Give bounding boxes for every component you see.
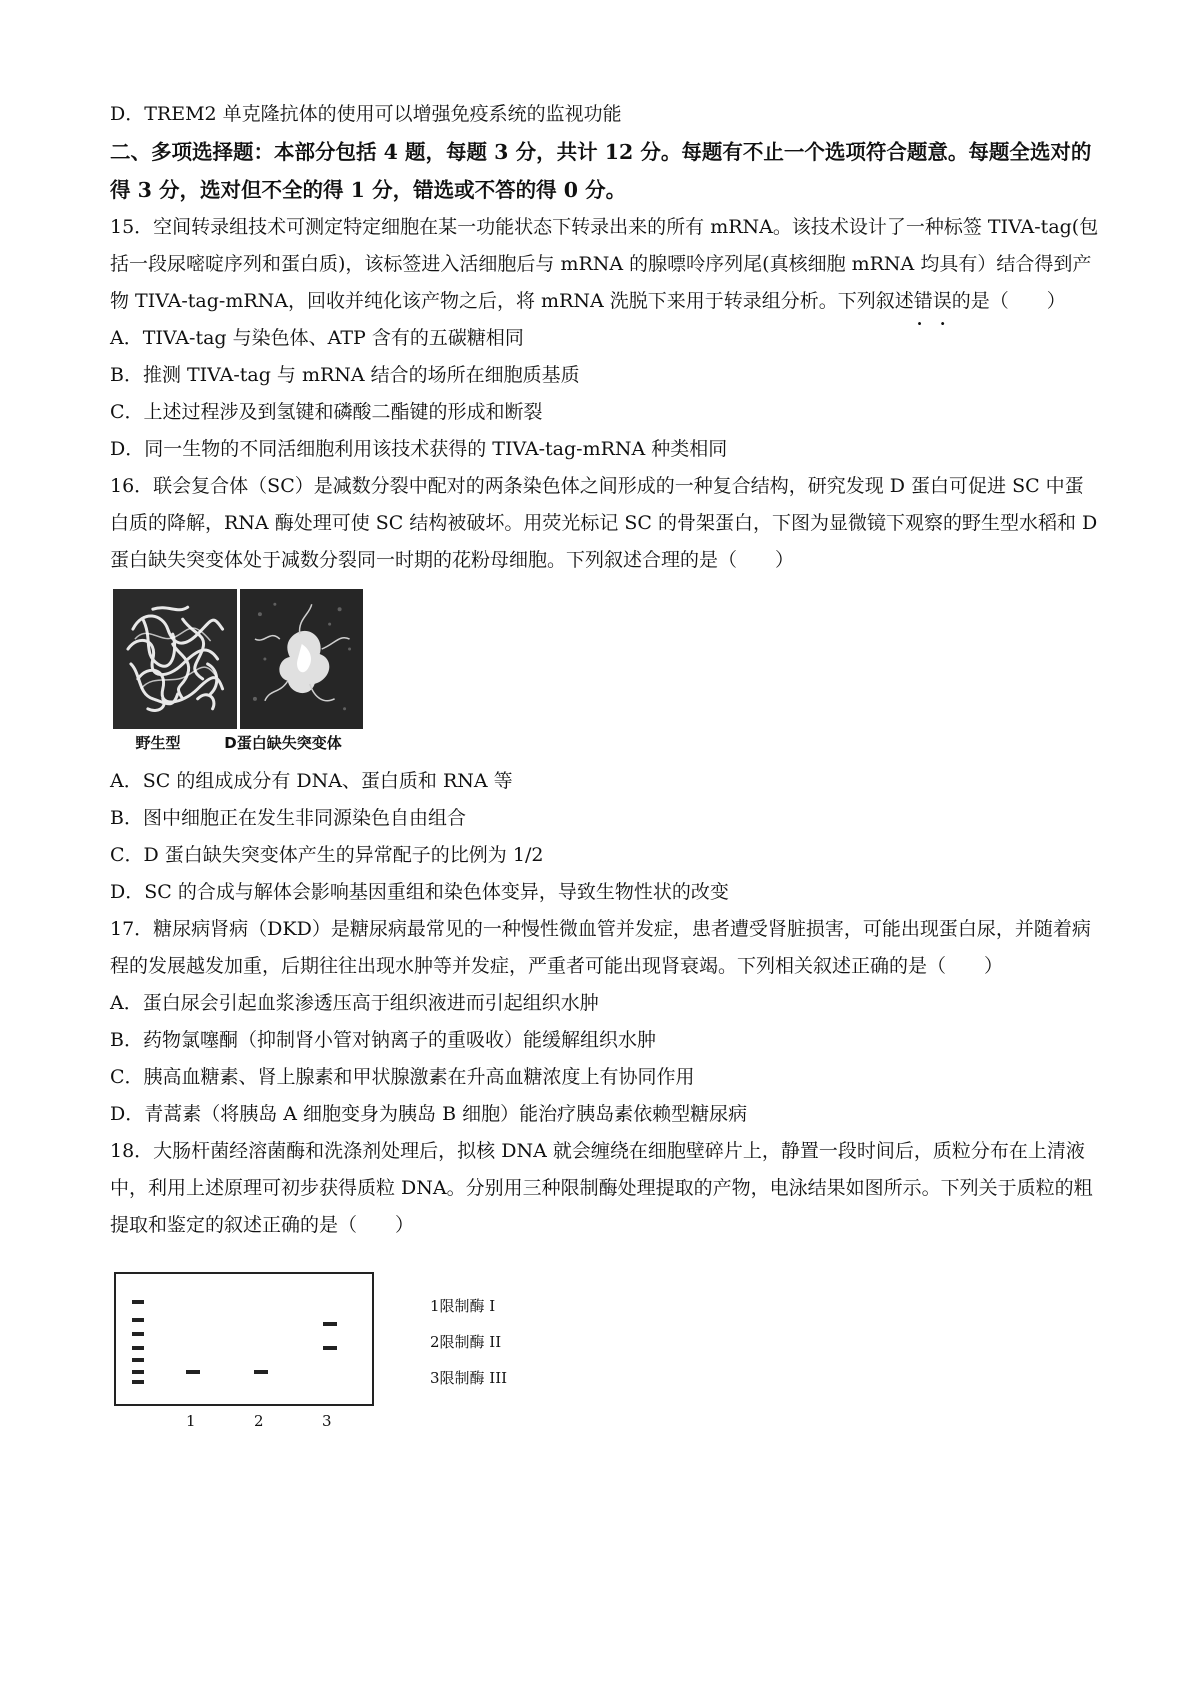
question-17-stem: 17．糖尿病肾病（DKD）是糖尿病最常见的一种慢性微血管并发症，患者遭受肾脏损害，可能出现蛋白尿，并随着病程的发展越发加重，后期往往出现水肿等并发症，严重者可能出现肾衰竭。下列相关叙述正确的是（ ） (110, 918, 1091, 977)
q16-option-a: A．SC 的组成成分有 DNA、蛋白质和 RNA 等 (110, 770, 513, 792)
wild-type-micrograph-image (113, 589, 237, 729)
prev-question-option-d: D．TREM2 单克隆抗体的使用可以增强免疫系统的监视功能 (110, 103, 622, 125)
mutant-micrograph-image (240, 589, 364, 729)
ladder-band (132, 1300, 144, 1304)
legend-enzyme-1: 1限制酶 I (430, 1297, 496, 1315)
lane-number-3: 3 (322, 1412, 332, 1430)
ladder-band (132, 1318, 144, 1322)
gel-box (114, 1272, 374, 1406)
q17-option-d: D．青蒿素（将胰岛 A 细胞变身为胰岛 B 细胞）能治疗胰岛素依赖型糖尿病 (110, 1103, 748, 1125)
mutant-label: D蛋白缺失突变体 (224, 734, 342, 752)
q16-option-c: C．D 蛋白缺失突变体产生的异常配子的比例为 1/2 (110, 844, 544, 866)
q15-option-a: A．TIVA-tag 与染色体、ATP 含有的五碳糖相同 (110, 327, 524, 349)
section-heading: 二、多项选择题：本部分包括 4 题，每题 3 分，共计 12 分。每题有不止一个选项符合题意。每题全选对的得 3 分，选对但不全的得 1 分，错选或不答的得 0 分。 (110, 140, 1092, 202)
lane-3-band-upper (323, 1322, 337, 1326)
wild-type-micrograph (113, 589, 237, 729)
q15-emphasized-word: 错误 · · (914, 290, 952, 312)
lane-2-band (254, 1370, 268, 1374)
q17-option-c: C．胰高血糖素、肾上腺素和甲状腺激素在升高血糖浓度上有协同作用 (110, 1066, 695, 1088)
lane-number-2: 2 (254, 1412, 264, 1430)
legend-enzyme-2: 2限制酶 II (430, 1333, 502, 1351)
lane-3-band-lower (323, 1346, 337, 1350)
gel-electrophoresis-figure (110, 1260, 1100, 1430)
exam-page (110, 96, 1100, 1430)
ladder-band (132, 1358, 144, 1362)
lane-number-1: 1 (186, 1412, 196, 1430)
ladder-band (132, 1370, 144, 1374)
q15-option-c: C．上述过程涉及到氢键和磷酸二酯键的形成和断裂 (110, 401, 543, 423)
mutant-micrograph (240, 589, 364, 729)
q15-option-b: B．推测 TIVA-tag 与 mRNA 结合的场所在细胞质基质 (110, 364, 580, 386)
ladder-band (132, 1380, 144, 1384)
q15-option-d: D．同一生物的不同活细胞利用该技术获得的 TIVA-tag-mRNA 种类相同 (110, 438, 728, 460)
question-18-stem: 18．大肠杆菌经溶菌酶和洗涤剂处理后，拟核 DNA 就会缠绕在细胞壁碎片上，静置一段时间后，质粒分布在上清液中，利用上述原理可初步获得质粒 DNA。分别用三种限制酶处理提取的产物，电泳结果如图所示。下列关于质粒的粗提取和鉴定的叙述正确的是（ ） (110, 1140, 1093, 1236)
ladder-band (132, 1346, 144, 1350)
micrograph-figure (113, 589, 363, 757)
question-15-stem (110, 209, 1100, 320)
legend-enzyme-3: 3限制酶 III (430, 1369, 508, 1387)
gel-legend (430, 1288, 507, 1396)
q15-stem-part1: 15．空间转录组技术可测定特定细胞在某一功能状态下转录出来的所有 mRNA。该技术设计了一种标签 TIVA-tag(包括一段尿嘧啶序列和蛋白质)，该标签进入活细胞后与 mRNA 的腺嘌呤序列尾(真核细胞 mRNA 均具有）结合得到产物 TIVA-tag-mRNA，回收并纯化该产物之后，将 mRNA 洗脱下来用于转录组分析。下列叙述 (110, 216, 1099, 312)
q16-option-d: D．SC 的合成与解体会影响基因重组和染色体变异，导致生物性状的改变 (110, 881, 729, 903)
wild-type-label: 野生型 (135, 734, 181, 752)
q17-option-a: A．蛋白尿会引起血浆渗透压高于组织液进而引起组织水肿 (110, 992, 599, 1014)
question-16-stem: 16．联会复合体（SC）是减数分裂中配对的两条染色体之间形成的一种复合结构，研究发现 D 蛋白可促进 SC 中蛋白质的降解，RNA 酶处理可使 SC 结构被破坏。用荧光标记 SC 的骨架蛋白，下图为显微镜下观察的野生型水稻和 D 蛋白缺失突变体处于减数分裂同一时期的花粉母细胞。下列叙述合理的是（ ） (110, 475, 1098, 571)
ladder-band (132, 1332, 144, 1336)
q15-stem-part2: 的是（ ） (951, 290, 1066, 312)
q17-option-b: B．药物氯噻酮（抑制肾小管对钠离子的重吸收）能缓解组织水肿 (110, 1029, 656, 1051)
q16-option-b: B．图中细胞正在发生非同源染色自由组合 (110, 807, 466, 829)
lane-1-band (186, 1370, 200, 1374)
